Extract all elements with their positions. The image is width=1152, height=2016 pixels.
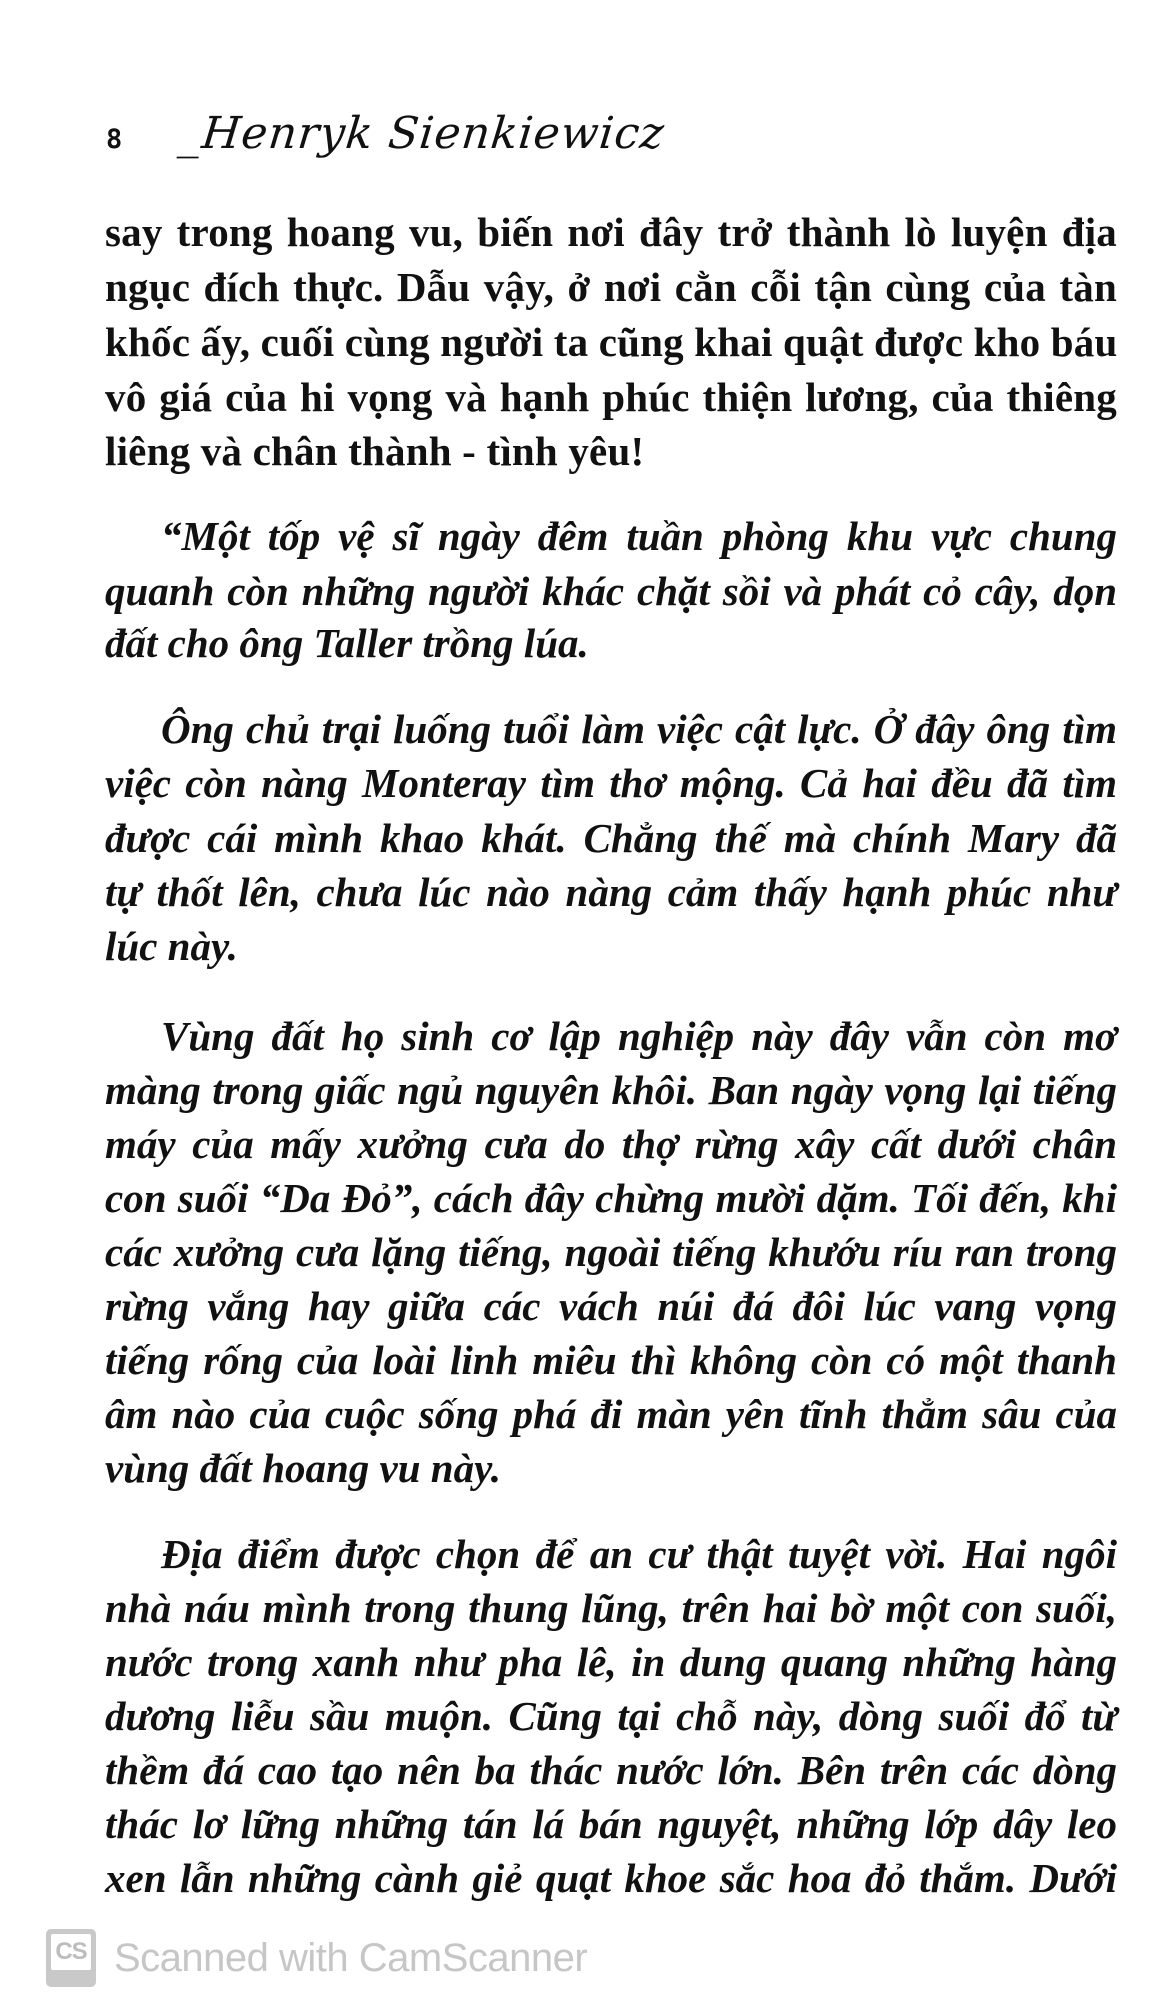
watermark-text: Scanned with CamScanner xyxy=(114,1935,588,1980)
text-line: dương liễu sầu muộn. Cũng tại chỗ này, dòng suối đổ từ xyxy=(105,1693,1117,1739)
text-line: tiếng rống của loài linh miêu thì không còn có một thanh xyxy=(105,1337,1117,1383)
text-line: việc còn nàng Monteray tìm thơ mộng. Cả hai đều đã tìm xyxy=(105,760,1117,806)
text-line: ngục đích thực. Dẫu vậy, ở nơi cằn cỗi tận cùng của tàn xyxy=(105,264,1117,310)
text-line: thác lơ lững những tán lá bán nguyệt, những lớp dây leo xyxy=(105,1801,1117,1847)
camscanner-watermark xyxy=(46,1928,587,1988)
text-line: tự thốt lên, chưa lúc nào nàng cảm thấy hạnh phúc như xyxy=(105,869,1117,915)
text-line: đất cho ông Taller trồng lúa. xyxy=(105,620,589,666)
text-line: vô giá của hi vọng và hạnh phúc thiện lương, của thiêng xyxy=(105,374,1117,420)
text-line: Vùng đất họ sinh cơ lập nghiệp này đây vẫn còn mơ xyxy=(161,1013,1117,1059)
text-line: Địa điểm được chọn để an cư thật tuyệt vời. Hai ngôi xyxy=(161,1531,1117,1577)
text-line: được cái mình khao khát. Chẳng thế mà chính Mary đã xyxy=(105,815,1117,861)
text-line: rừng vắng hay giữa các vách núi đá đôi lúc vang vọng xyxy=(105,1283,1117,1329)
text-line: vùng đất hoang vu này. xyxy=(105,1445,502,1491)
camscanner-logo-text: CS xyxy=(51,1934,91,1970)
text-line: máy của mấy xưởng cưa do thợ rừng xây cất dưới chân xyxy=(105,1121,1117,1167)
page-number: 8 xyxy=(106,124,123,155)
text-line: liêng và chân thành - tình yêu! xyxy=(105,428,645,474)
camscanner-logo-icon xyxy=(46,1929,96,1987)
text-line: xen lẫn những cành giẻ quạt khoe sắc hoa đỏ thắm. Dưới xyxy=(105,1855,1117,1901)
text-line: “Một tốp vệ sĩ ngày đêm tuần phòng khu vực chung xyxy=(161,513,1117,559)
text-line: khốc ấy, cuối cùng người ta cũng khai quật được kho báu xyxy=(105,319,1118,365)
text-line: màng trong giấc ngủ nguyên khôi. Ban ngày vọng lại tiếng xyxy=(105,1067,1117,1113)
text-line: nhà náu mình trong thung lũng, trên hai bờ một con suối, xyxy=(105,1585,1117,1631)
text-line: lúc này. xyxy=(105,923,238,969)
text-line: thềm đá cao tạo nên ba thác nước lớn. Bên trên các dòng xyxy=(105,1747,1117,1793)
text-line: quanh còn những người khác chặt sồi và phát cỏ cây, dọn xyxy=(105,568,1117,614)
text-line: say trong hoang vu, biến nơi đây trở thành lò luyện địa xyxy=(105,209,1117,255)
text-line: con suối “Da Đỏ”, cách đây chừng mười dặm. Tối đến, khi xyxy=(105,1175,1117,1221)
running-head-author: _Henryk Sienkiewicz xyxy=(176,108,668,159)
text-line: nước trong xanh như pha lê, in dung quang những hàng xyxy=(105,1639,1117,1685)
text-line: các xưởng cưa lặng tiếng, ngoài tiếng khướu ríu ran trong xyxy=(105,1229,1117,1275)
text-line: âm nào của cuộc sống phá đi màn yên tĩnh thẳm sâu của xyxy=(105,1391,1117,1437)
text-line: Ông chủ trại luống tuổi làm việc cật lực. Ở đây ông tìm xyxy=(161,706,1117,752)
